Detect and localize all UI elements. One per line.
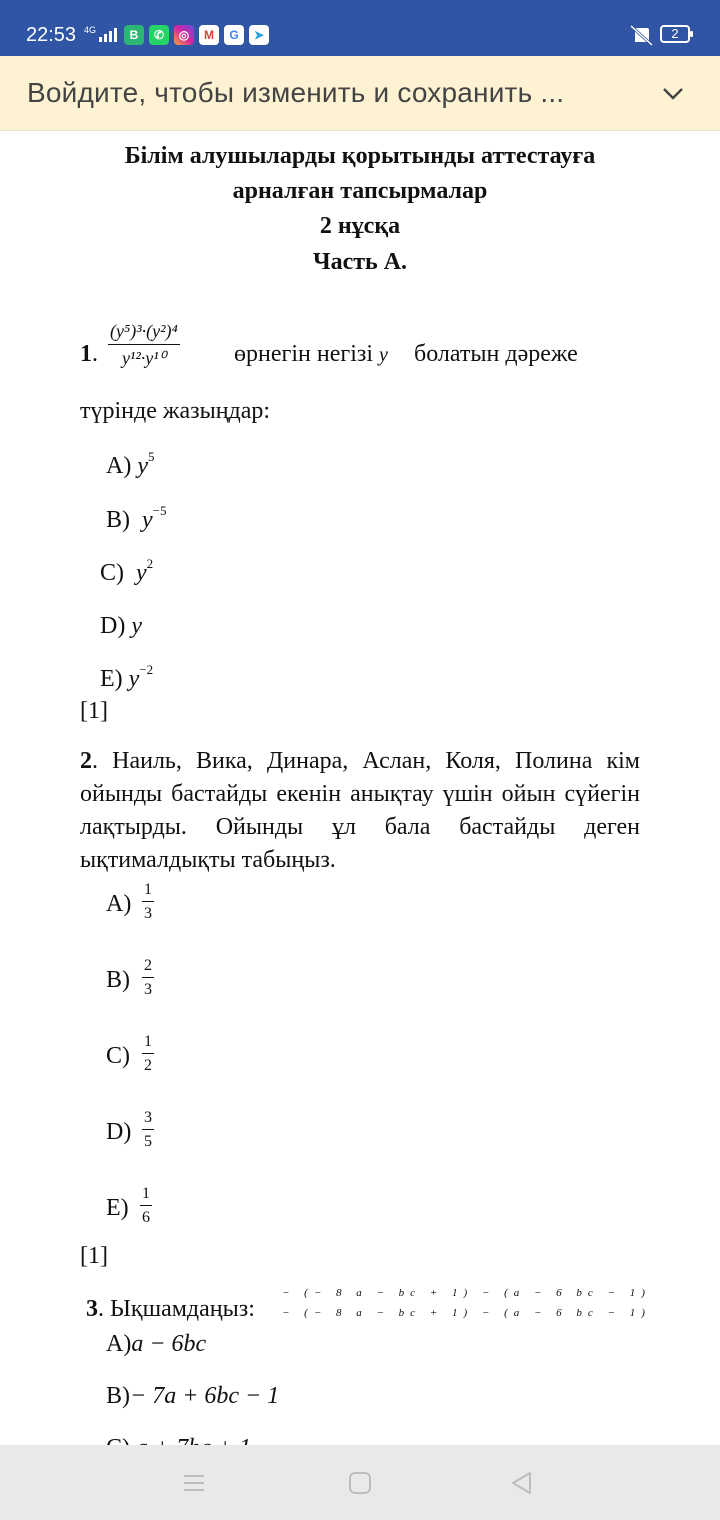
q2-option-c-label[interactable]: C) xyxy=(106,1043,130,1069)
q2-score: [1] xyxy=(80,1243,108,1269)
status-time: 22:53 xyxy=(26,24,77,46)
q2-option-a-fraction: $\frac{1}{3}$ xyxy=(144,881,152,922)
navigation-bar xyxy=(0,1445,720,1520)
q3-expression-line2: − (− 8 a − bc + 1) − (a − 6 bc − 1) xyxy=(282,1307,651,1319)
q1-option-a[interactable]: A) $y^5$ xyxy=(106,449,155,479)
doc-variant: 2 нұсқа xyxy=(319,213,401,239)
q1-base: y xyxy=(379,344,388,366)
q2-option-a-label[interactable]: A) xyxy=(106,891,132,917)
document-page[interactable] xyxy=(0,131,720,1445)
q2-option-b-label[interactable]: B) xyxy=(106,967,130,993)
q1-expression-denominator: y¹²·y¹⁰ xyxy=(121,348,166,368)
q3-expression-line1: − (− 8 a − bc + 1) − (a − 6 bc − 1) xyxy=(282,1287,651,1299)
q3-option-a[interactable]: A)a − 6bc xyxy=(106,1331,207,1357)
q1-text-c: түрінде жазыңдар: xyxy=(80,398,271,424)
status-bar xyxy=(0,0,720,56)
q2-option-d-label[interactable]: D) xyxy=(106,1119,132,1145)
q1-expression xyxy=(108,321,180,369)
q2-text: 2. Наиль, Вика, Динара, Аслан, Коля, Полина кім ойынды бастайды екенін анықтау үшін ойын сүйегін лақтырды. Ойынды ұл бала бастайды деген ықтималдықты табыңыз. xyxy=(80,748,640,873)
q1-option-b[interactable]: B) $y^{-5}$ xyxy=(106,503,167,533)
q2-option-b-fraction: $\frac{2}{3}$ xyxy=(144,957,152,998)
q1-text-a: өрнегін негізі y xyxy=(234,341,388,367)
q1-score: [1] xyxy=(80,698,108,724)
q2-option-d-fraction: $\frac{3}{5}$ xyxy=(144,1109,152,1150)
q3-option-b[interactable]: B)− 7a + 6bc − 1 xyxy=(106,1383,280,1409)
whatsapp-business-icon: B xyxy=(124,25,144,45)
instagram-icon: ◎ xyxy=(174,25,194,45)
gmail-icon: M xyxy=(199,25,219,45)
sign-in-banner[interactable] xyxy=(0,56,720,131)
signal-icon xyxy=(98,28,118,42)
recents-menu-icon[interactable] xyxy=(180,1469,208,1497)
home-icon[interactable] xyxy=(346,1469,374,1497)
doc-part: Часть А. xyxy=(312,249,408,275)
doc-title-line1: Білім алушыларды қорытынды аттестауға xyxy=(124,143,596,169)
q1-number: 1. xyxy=(80,341,98,367)
q2-option-e-fraction: $\frac{1}{6}$ xyxy=(142,1185,150,1226)
banner-text: Войдите, чтобы изменить и сохранить ... xyxy=(27,77,565,108)
q2-option-c-fraction: $\frac{1}{2}$ xyxy=(144,1033,152,1074)
q1-expression-numerator: (y⁵)³·(y²)⁴ xyxy=(108,321,180,345)
battery-indicator xyxy=(660,25,690,43)
google-icon: G xyxy=(224,25,244,45)
whatsapp-icon: ✆ xyxy=(149,25,169,45)
q1-option-e[interactable]: E) $y^{-2}$ xyxy=(100,662,154,692)
chevron-down-icon[interactable] xyxy=(660,80,686,106)
back-icon[interactable] xyxy=(508,1469,536,1497)
battery-level: 2 xyxy=(671,26,679,41)
q3-text: 3. Ықшамдаңыз: xyxy=(86,1296,255,1322)
q1-option-d[interactable]: D) y xyxy=(100,613,142,639)
q2-option-e-label[interactable]: E) xyxy=(106,1195,129,1221)
telegram-icon: ➤ xyxy=(249,25,269,45)
q1-option-c[interactable]: C) $y^2$ xyxy=(100,556,154,586)
q1-text-b: болатын дәреже xyxy=(414,341,578,367)
network-type: 4G xyxy=(84,25,97,35)
doc-title-line2: арналған тапсырмалар xyxy=(232,178,488,204)
vibrate-mute-icon xyxy=(628,24,654,46)
